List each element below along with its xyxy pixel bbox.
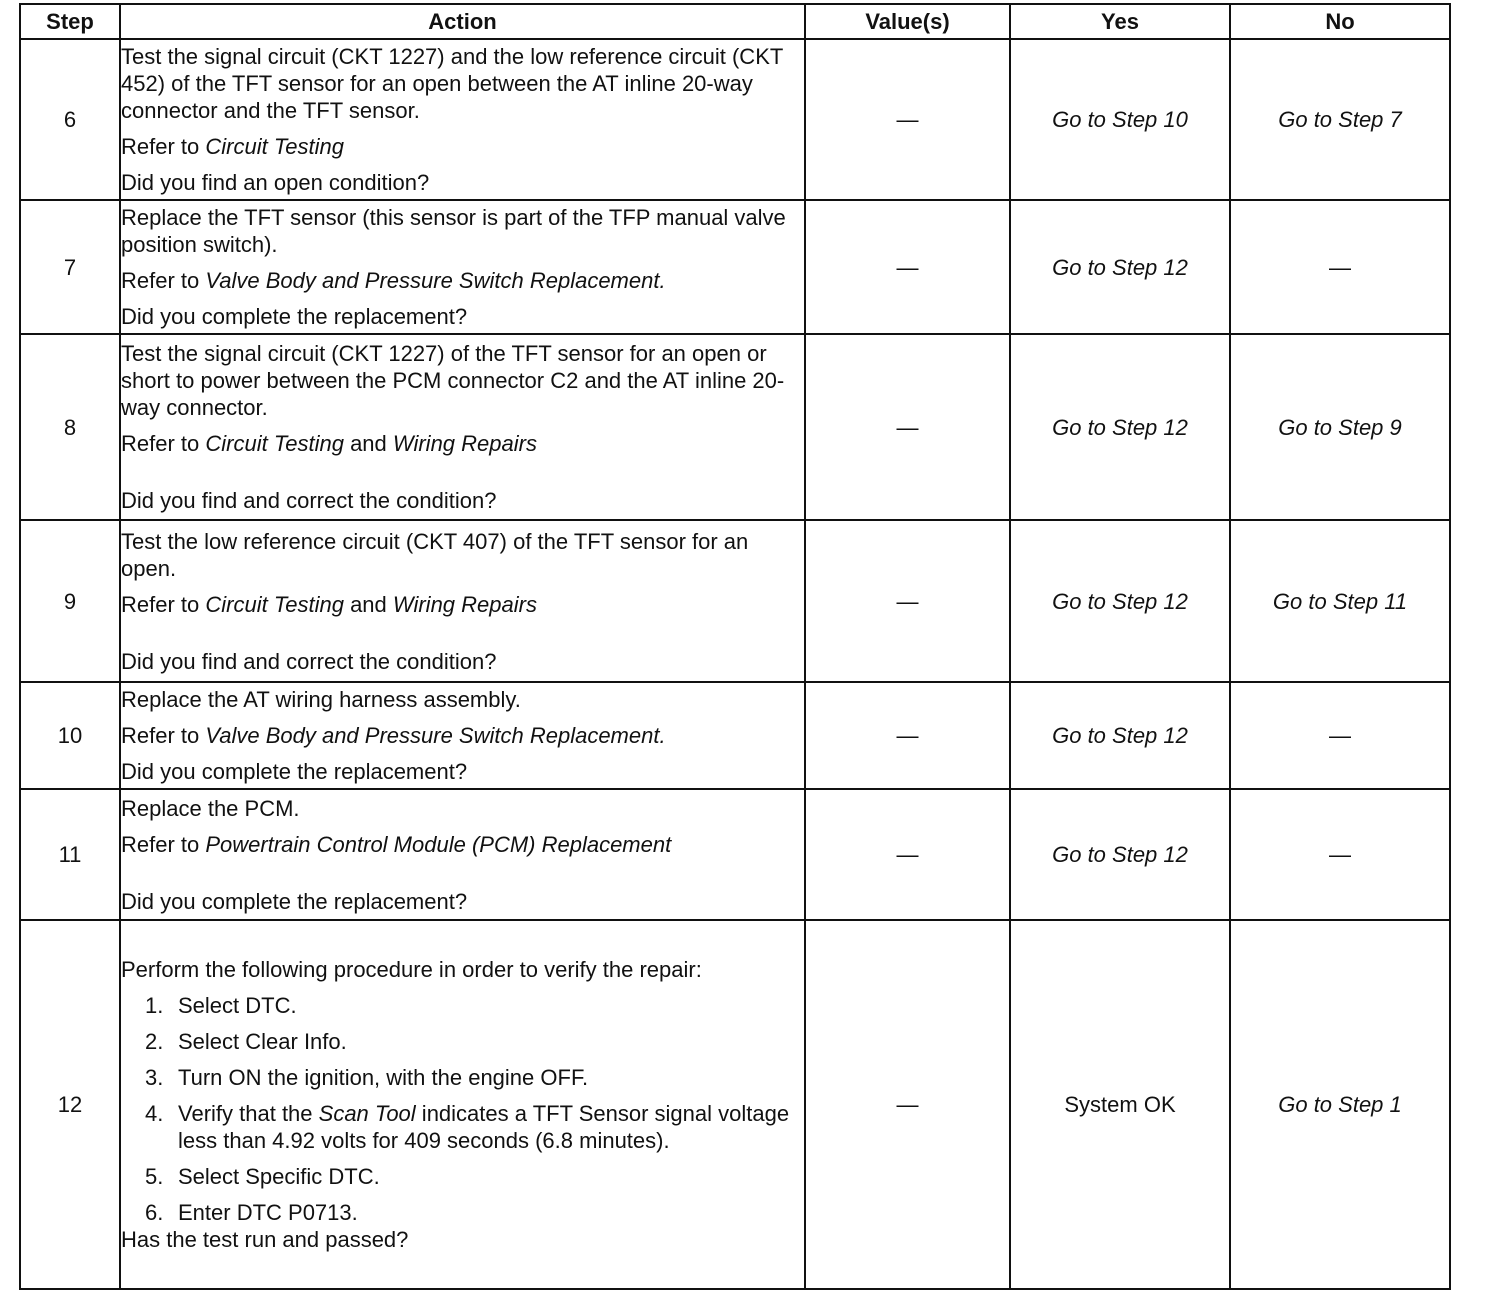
table-row-step-10 — [20, 682, 1450, 789]
step-number: 7 — [20, 200, 120, 334]
table-row-step-6 — [20, 39, 1450, 200]
list-item-text: Turn ON the ignition, with the engine OFF. — [178, 1065, 589, 1090]
yes-result[interactable]: Go to Step 12 — [1010, 520, 1230, 682]
action-text: Replace the PCM. — [121, 795, 300, 821]
value-cell: — — [805, 334, 1010, 520]
action-text: Test the signal circuit (CKT 1227) of the TFT sensor for an open or short to power between the PCM connector C2 and the AT inline 20-way connector. — [121, 341, 785, 420]
value-cell: — — [805, 920, 1010, 1289]
list-item — [121, 1163, 804, 1190]
no-result: — — [1230, 200, 1450, 334]
yes-result[interactable]: Go to Step 12 — [1010, 200, 1230, 334]
yes-result[interactable]: Go to Step 12 — [1010, 789, 1230, 920]
action-text: Replace the TFT sensor (this sensor is part of the TFP manual valve position switch). — [121, 205, 786, 257]
refer-and: and — [343, 431, 393, 456]
value-cell: — — [805, 520, 1010, 682]
refer-prefix: Refer to — [121, 431, 206, 456]
step-number: 6 — [20, 39, 120, 200]
value-cell: — — [805, 39, 1010, 200]
refer-line — [121, 591, 804, 618]
header-row — [20, 4, 1450, 39]
list-item — [121, 1100, 804, 1154]
table-row-step-8 — [20, 334, 1450, 520]
refer-link[interactable]: Valve Body and Pressure Switch Replacement. — [205, 268, 666, 293]
list-item-number: 6. — [145, 1200, 164, 1225]
yes-result[interactable]: Go to Step 10 — [1010, 39, 1230, 200]
refer-prefix: Refer to — [121, 591, 206, 617]
header-no: No — [1230, 4, 1450, 39]
step-number: 8 — [20, 334, 120, 520]
header-yes: Yes — [1010, 4, 1230, 39]
action-question: Did you find an open condition? — [121, 170, 430, 195]
no-result: — — [1230, 682, 1450, 789]
value-cell: — — [805, 789, 1010, 920]
step-number: 12 — [20, 920, 120, 1289]
refer-link[interactable]: Valve Body and Pressure Switch Replacement. — [205, 723, 666, 748]
value-cell: — — [805, 682, 1010, 789]
action-question: Did you find and correct the condition? — [121, 488, 497, 513]
list-item — [121, 992, 804, 1019]
no-result: — — [1230, 789, 1450, 920]
yes-result: System OK — [1010, 920, 1230, 1289]
refer-prefix: Refer to — [121, 831, 206, 857]
list-item-number: 5. — [145, 1164, 164, 1189]
action-question: Did you complete the replacement? — [121, 759, 468, 784]
diagnostic-table — [19, 3, 1451, 1290]
list-item — [121, 1028, 804, 1055]
table-row-step-7 — [20, 200, 1450, 334]
refer-line — [121, 430, 804, 457]
list-item-text: Select Clear Info. — [178, 1029, 347, 1054]
action-question: Has the test run and passed? — [121, 1227, 409, 1252]
list-item-text: Select Specific DTC. — [178, 1164, 380, 1189]
table-row-step-9 — [20, 520, 1450, 682]
action-text: Test the signal circuit (CKT 1227) and the low reference circuit (CKT 452) of the TFT sensor for an open between the AT inline 20-way connector and the TFT sensor. — [121, 44, 783, 123]
list-item — [121, 1064, 804, 1091]
step-number: 9 — [20, 520, 120, 682]
header-step: Step — [20, 4, 120, 39]
refer-line — [121, 722, 804, 749]
no-result[interactable]: Go to Step 7 — [1230, 39, 1450, 200]
yes-result[interactable]: Go to Step 12 — [1010, 334, 1230, 520]
list-item-text: Select DTC. — [178, 993, 297, 1018]
refer-link[interactable]: Circuit Testing — [205, 134, 344, 159]
step-number: 11 — [20, 789, 120, 920]
action-cell — [120, 334, 805, 520]
refer-line — [121, 831, 804, 858]
refer-link-circuit-testing[interactable]: Circuit Testing — [205, 591, 344, 617]
action-text: Perform the following procedure in order to verify the repair: — [121, 957, 702, 982]
scan-tool-term: Scan Tool — [318, 1101, 416, 1126]
action-cell — [120, 39, 805, 200]
list-item-text: Enter DTC P0713. — [178, 1200, 358, 1225]
list-item-number: 2. — [145, 1029, 164, 1054]
list-item — [121, 1199, 804, 1226]
refer-and: and — [343, 591, 393, 617]
action-cell — [120, 200, 805, 334]
value-cell: — — [805, 200, 1010, 334]
action-question: Did you complete the replacement? — [121, 888, 468, 914]
refer-line — [121, 133, 804, 160]
action-cell — [120, 789, 805, 920]
action-question: Did you find and correct the condition? — [121, 648, 497, 674]
list-item-number: 1. — [145, 993, 164, 1018]
table-row-step-12 — [20, 920, 1450, 1289]
action-cell — [120, 920, 805, 1289]
action-text: Test the low reference circuit (CKT 407) of the TFT sensor for an open. — [121, 528, 749, 581]
yes-result[interactable]: Go to Step 12 — [1010, 682, 1230, 789]
action-cell — [120, 520, 805, 682]
header-values: Value(s) — [805, 4, 1010, 39]
header-action: Action — [120, 4, 805, 39]
step-number: 10 — [20, 682, 120, 789]
refer-link-wiring-repairs[interactable]: Wiring Repairs — [392, 431, 537, 456]
refer-line — [121, 267, 804, 294]
no-result[interactable]: Go to Step 9 — [1230, 334, 1450, 520]
refer-prefix: Refer to — [121, 134, 206, 159]
list-item-text-post: indicates a TFT Sensor signal voltage less than 4.92 volts for 409 seconds (6.8 minutes). — [178, 1101, 790, 1153]
list-item-number: 3. — [145, 1065, 164, 1090]
table-row-step-11 — [20, 789, 1450, 920]
list-item-text-pre: Verify that the — [178, 1101, 319, 1126]
action-cell — [120, 682, 805, 789]
refer-link-wiring-repairs[interactable]: Wiring Repairs — [392, 591, 537, 617]
action-text: Replace the AT wiring harness assembly. — [121, 687, 521, 712]
refer-prefix: Refer to — [121, 268, 206, 293]
refer-prefix: Refer to — [121, 723, 206, 748]
refer-link-circuit-testing[interactable]: Circuit Testing — [205, 431, 344, 456]
procedure-list — [121, 992, 804, 1226]
action-question: Did you complete the replacement? — [121, 304, 468, 329]
refer-link[interactable]: Powertrain Control Module (PCM) Replacement — [205, 831, 672, 857]
list-item-number: 4. — [145, 1101, 164, 1126]
no-result[interactable]: Go to Step 11 — [1230, 520, 1450, 682]
no-result[interactable]: Go to Step 1 — [1230, 920, 1450, 1289]
